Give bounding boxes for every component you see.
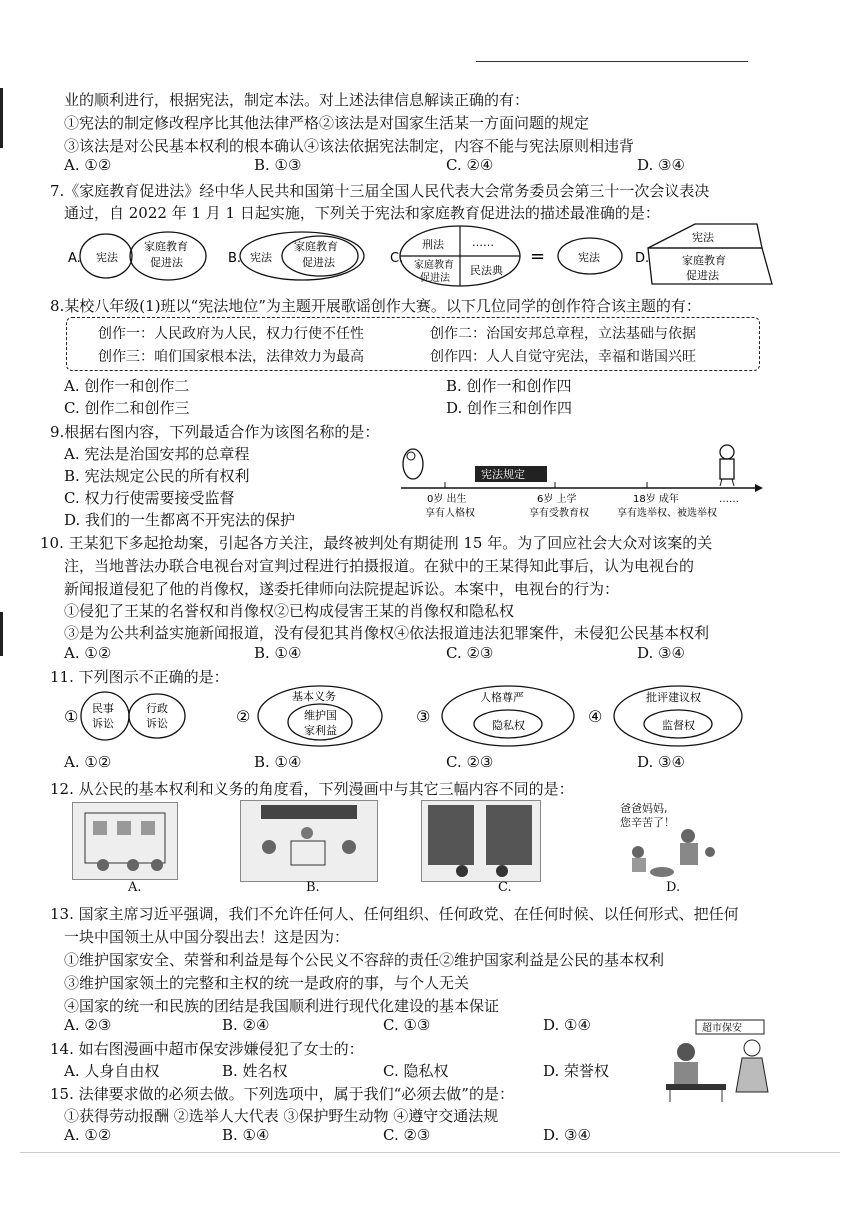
q15-statements: ①获得劳动报酬 ②选举人大代表 ③保护野生动物 ④遵守交通法规 — [64, 1107, 499, 1125]
svg-text:批评建议权: 批评建议权 — [646, 691, 701, 704]
svg-text:监督权: 监督权 — [662, 719, 695, 732]
q15-stem: 15. 法律要求做的必须去做。下列选项中，属于我们“必须去做”的是： — [50, 1085, 514, 1103]
q7-stem-1: 7.《家庭教育促进法》经中华人民共和国第十三届全国人民代表大会常务委员会第三十一次会议表决 — [50, 182, 710, 200]
svg-text:人格尊严: 人格尊严 — [480, 691, 524, 704]
page-bottom-rule — [20, 1152, 840, 1153]
svg-text:刑法: 刑法 — [422, 238, 444, 251]
cartoon-a-label: A. — [128, 880, 142, 895]
q13-stem-1: 13. 国家主席习近平强调，我们不允许任何人、任何组织、任何政党、在任何时候、以任何形式、把任何 — [50, 905, 739, 923]
q9-timeline-figure — [395, 440, 765, 522]
q15-option-a[interactable]: A. ①② — [64, 1126, 112, 1144]
svg-text:隐私权: 隐私权 — [492, 719, 525, 732]
cartoon-d-image[interactable]: 爸爸妈妈, 您辛苦了！ — [618, 800, 728, 880]
q10-option-a[interactable]: A. ①② — [64, 644, 112, 662]
svg-text:宪法: 宪法 — [692, 231, 714, 244]
q8-creation-1: 创作一：人民政府为人民，权力行使不任性 — [98, 326, 364, 342]
q7-diagrams — [60, 222, 780, 292]
q6-text-3: ③该法是对公民基本权利的根本确认④该法依据宪法制定，内容不能与宪法原则相违背 — [64, 137, 635, 155]
cartoon-b-label: B. — [306, 880, 320, 895]
svg-text:②: ② — [236, 707, 251, 726]
q10-stem-5: ③是为公共利益实施新闻报道，没有侵犯其肖像权④依法报道违法犯罪案件，未侵犯公民基本权利 — [64, 624, 710, 642]
svg-text:诉讼: 诉讼 — [92, 717, 114, 730]
svg-text:家庭教育: 家庭教育 — [682, 254, 726, 267]
svg-text:家庭教育: 家庭教育 — [144, 240, 188, 253]
q14-option-b[interactable]: B. 姓名权 — [222, 1062, 288, 1080]
q10-stem-3: 新闻报道侵犯了他的肖像权，遂委托律师向法院提起诉讼。本案中，电视台的行为： — [64, 580, 620, 598]
svg-text:享有受教育权: 享有受教育权 — [529, 508, 589, 519]
q14-stem: 14. 如右图漫画中超市保安涉嫌侵犯了女士的： — [50, 1040, 364, 1058]
q14-option-d[interactable]: D. 荣誉权 — [543, 1062, 610, 1080]
svg-text:促进法: 促进法 — [150, 256, 183, 269]
q7-stem-2: 通过，自 2022 年 1 月 1 日起实施，下列关于宪法和家庭教育促进法的描述最准确的是： — [64, 204, 660, 222]
q13-stem-2: 一块中国领土从中国分裂出去！这是因为： — [64, 928, 350, 946]
q11-diagrams — [60, 684, 780, 750]
q8-option-c[interactable]: C. 创作二和创作三 — [64, 399, 190, 417]
svg-text:宪法: 宪法 — [96, 251, 118, 264]
q15-option-c[interactable]: C. ②③ — [383, 1126, 431, 1144]
svg-text:家庭教育: 家庭教育 — [294, 240, 338, 253]
q13-stem-3: ①维护国家安全、荣誉和利益是每个公民义不容辞的责任②维护国家利益是公民的基本权利 — [64, 951, 665, 969]
cartoon-c-image[interactable] — [421, 800, 541, 882]
q6-option-d[interactable]: D. ③④ — [637, 156, 685, 174]
svg-text:①: ① — [64, 707, 79, 726]
svg-text:D.: D. — [635, 251, 650, 266]
svg-text:18岁 成年: 18岁 成年 — [633, 494, 679, 505]
svg-text:享有选举权、被选举权: 享有选举权、被选举权 — [617, 508, 717, 519]
cartoon-c-label: C. — [498, 880, 512, 895]
q10-stem-1: 10. 王某犯下多起抢劫案，引起各方关注，最终被判处有期徒刑 15 年。为了回应社会大众对该案的关 — [40, 534, 713, 552]
q9-option-d[interactable]: D. 我们的一生都离不开宪法的保护 — [64, 511, 296, 529]
q9-option-a[interactable]: A. 宪法是治国安邦的总章程 — [64, 445, 250, 463]
elder-icon — [720, 445, 734, 459]
svg-text:促进法: 促进法 — [420, 273, 450, 284]
q10-stem-2: 注，当地普法办联合电视台对宣判过程进行拍摄报道。在狱中的王某得知此事后，认为电视台的 — [64, 557, 695, 575]
q8-stem: 8.某校八年级(1)班以“宪法地位”为主题开展歌谣创作大赛。以下几位同学的创作符合该主题的有： — [50, 297, 701, 315]
q14-option-c[interactable]: C. 隐私权 — [383, 1062, 449, 1080]
svg-text:6岁 上学: 6岁 上学 — [537, 494, 577, 505]
svg-text:维护国: 维护国 — [304, 709, 337, 722]
svg-text:=: = — [530, 246, 546, 267]
q8-creation-3: 创作三：咱们国家根本法，法律效力为最高 — [98, 349, 364, 365]
q13-stem-4: ③维护国家领土的完整和主权的统一是政府的事，与个人无关 — [64, 974, 470, 992]
svg-text:宪法规定: 宪法规定 — [481, 468, 525, 481]
svg-text:促进法: 促进法 — [302, 256, 335, 269]
q9-option-b[interactable]: B. 宪法规定公民的所有权利 — [64, 467, 250, 485]
q8-creation-4: 创作四：人人自觉守宪法，幸福和谐国兴旺 — [430, 349, 696, 365]
q11-option-a[interactable]: A. ①② — [64, 753, 112, 771]
svg-text:C.: C. — [390, 251, 404, 266]
q6-option-a[interactable]: A. ①② — [64, 156, 112, 174]
q8-option-b[interactable]: B. 创作一和创作四 — [446, 377, 572, 395]
q15-option-d[interactable]: D. ③④ — [543, 1126, 591, 1144]
q10-option-b[interactable]: B. ①④ — [254, 644, 302, 662]
q12-stem: 12. 从公民的基本权利和义务的角度看，下列漫画中与其它三幅内容不同的是： — [50, 780, 574, 798]
q14-cartoon-image[interactable] — [656, 1018, 786, 1102]
header-rule — [476, 61, 748, 62]
q14-option-a[interactable]: A. 人身自由权 — [64, 1062, 160, 1080]
cartoon-a-image[interactable] — [72, 802, 178, 880]
svg-text:③: ③ — [416, 707, 431, 726]
svg-text:……: …… — [472, 236, 494, 249]
cartoon-b-image[interactable] — [240, 800, 378, 882]
q9-option-c[interactable]: C. 权力行使需要接受监督 — [64, 489, 235, 507]
q11-option-d[interactable]: D. ③④ — [637, 753, 685, 771]
q14-sign: 超市保安 — [702, 1023, 742, 1034]
binding-mark — [0, 612, 3, 656]
svg-text:0岁 出生: 0岁 出生 — [427, 494, 467, 505]
q6-option-c[interactable]: C. ②④ — [446, 156, 494, 174]
q8-option-a[interactable]: A. 创作一和创作二 — [64, 377, 190, 395]
svg-text:宪法: 宪法 — [578, 251, 600, 264]
q10-option-c[interactable]: C. ②③ — [446, 644, 494, 662]
svg-text:家庭教育: 家庭教育 — [414, 260, 454, 271]
q9-stem: 9.根据右图内容，下列最适合作为该图名称的是： — [50, 423, 380, 441]
svg-text:民事: 民事 — [92, 702, 114, 715]
q15-option-b[interactable]: B. ①④ — [222, 1126, 270, 1144]
q13-option-a[interactable]: A. ②③ — [64, 1016, 112, 1034]
q13-stem-5: ④国家的统一和民族的团结是我国顺利进行现代化建设的基本保证 — [64, 997, 500, 1015]
q11-option-c[interactable]: C. ②③ — [446, 753, 494, 771]
svg-text:基本义务: 基本义务 — [292, 690, 336, 703]
q13-option-b[interactable]: B. ②④ — [222, 1016, 270, 1034]
baby-icon — [403, 449, 423, 479]
q10-option-d[interactable]: D. ③④ — [637, 644, 685, 662]
svg-text:B.: B. — [228, 251, 242, 266]
q6-text-1: 业的顺利进行，根据宪法，制定本法。对上述法律信息解读正确的有： — [64, 91, 530, 109]
q6-text-2: ①宪法的制定修改程序比其他法律严格②该法是对国家生活某一方面问题的规定 — [64, 114, 590, 132]
q10-stem-4: ①侵犯了王某的名誉权和肖像权②已构成侵害王某的肖像权和隐私权 — [64, 602, 515, 620]
svg-text:宪法: 宪法 — [250, 251, 272, 264]
svg-text:享有人格权: 享有人格权 — [425, 508, 475, 519]
svg-text:行政: 行政 — [146, 702, 168, 715]
svg-text:促进法: 促进法 — [686, 269, 719, 282]
q13-option-d[interactable]: D. ①④ — [543, 1016, 591, 1034]
q7-a-label: A. — [68, 251, 81, 266]
q8-option-d[interactable]: D. 创作三和创作四 — [446, 399, 573, 417]
svg-text:家利益: 家利益 — [304, 724, 337, 737]
q8-creation-2: 创作二：治国安邦总章程，立法基础与依据 — [430, 326, 696, 342]
svg-text:民法典: 民法典 — [470, 264, 503, 277]
binding-mark — [0, 88, 3, 148]
svg-text:……: …… — [719, 494, 739, 505]
q11-option-b[interactable]: B. ①④ — [254, 753, 302, 771]
svg-text:诉讼: 诉讼 — [146, 717, 168, 730]
q11-stem: 11. 下列图示不正确的是： — [50, 668, 229, 686]
svg-text:④: ④ — [588, 707, 603, 726]
q6-option-b[interactable]: B. ①③ — [254, 156, 302, 174]
cartoon-d-label: D. — [666, 880, 681, 895]
q13-option-c[interactable]: C. ①③ — [383, 1016, 431, 1034]
